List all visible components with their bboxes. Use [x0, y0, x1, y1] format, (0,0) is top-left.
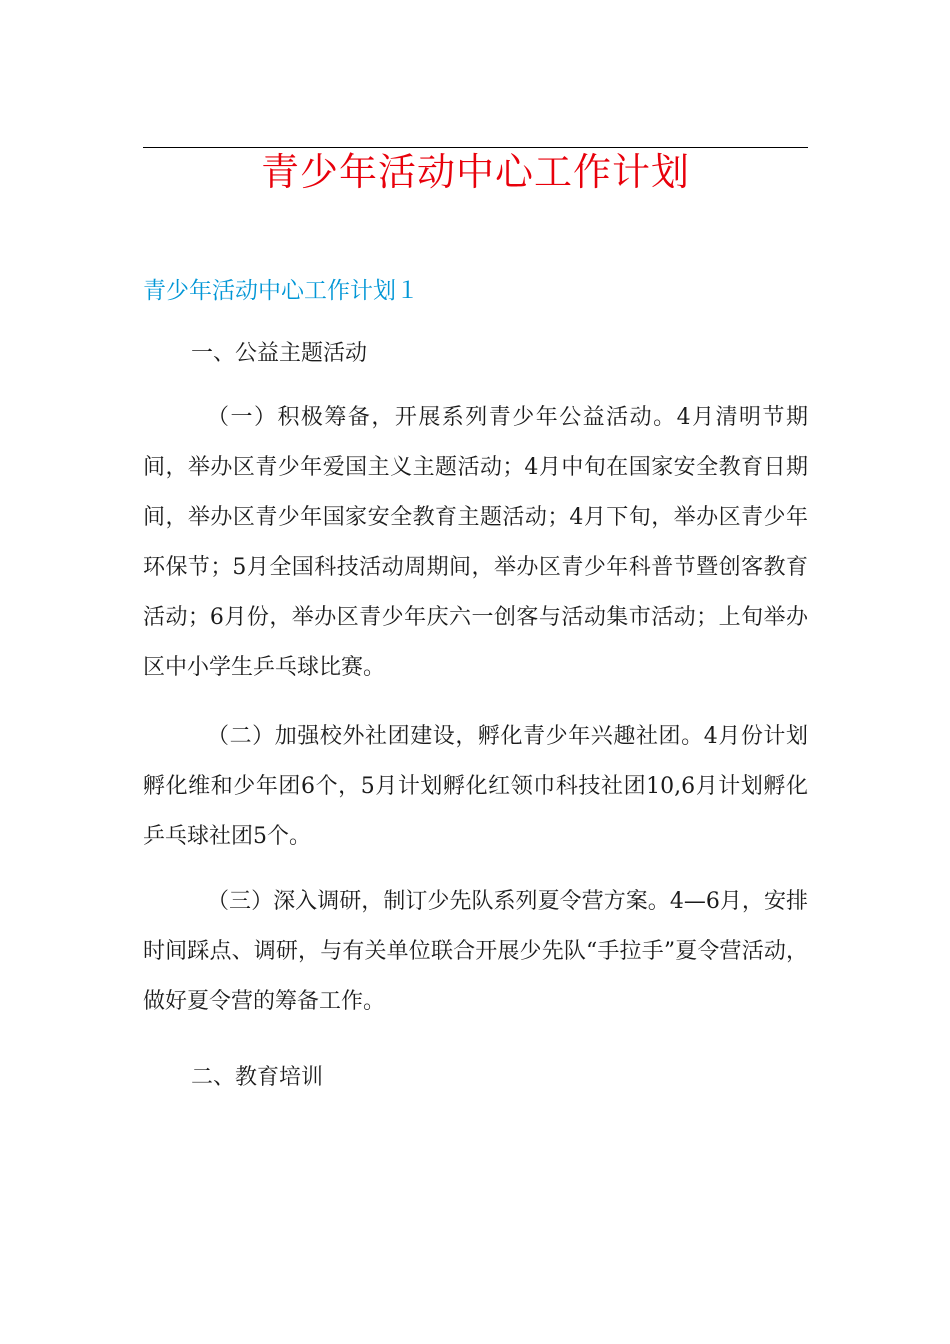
heading-education-training: 二、教育培训 — [191, 1065, 324, 1090]
paragraph-summer-camp: （三）深入调研，制订少先队系列夏令营方案。4—6月，安排时间踩点、调研，与有关单位联合开展少先队“手拉手”夏令营活动，做好夏令营的筹备工作。 — [143, 889, 808, 1014]
paragraph-club-building: （二）加强校外社团建设，孵化青少年兴趣社团。4月份计划孵化维和少年团6个，5月计划孵化红领巾科技社团10,6月计划孵化乒乓球社团5个。 — [143, 724, 808, 849]
section-heading: 青少年活动中心工作计划１ — [143, 278, 419, 304]
document-title: 青少年活动中心工作计划 — [260, 150, 690, 194]
paragraph-public-welfare-activities: （一）积极筹备，开展系列青少年公益活动。4月清明节期间，举办区青少年爱国主义主题活动；4月中旬在国家安全教育日期间，举办区青少年国家安全教育主题活动；4月下旬，举办区青少年环保节；5月全国科技活动周期间，举办区青少年科普节暨创客教育活动；6月份，举办区青少年庆六一创客与活动集市活动；上旬举办区中小学生乒乓球比赛。 — [143, 405, 808, 680]
heading-public-welfare: 一、公益主题活动 — [191, 341, 368, 366]
